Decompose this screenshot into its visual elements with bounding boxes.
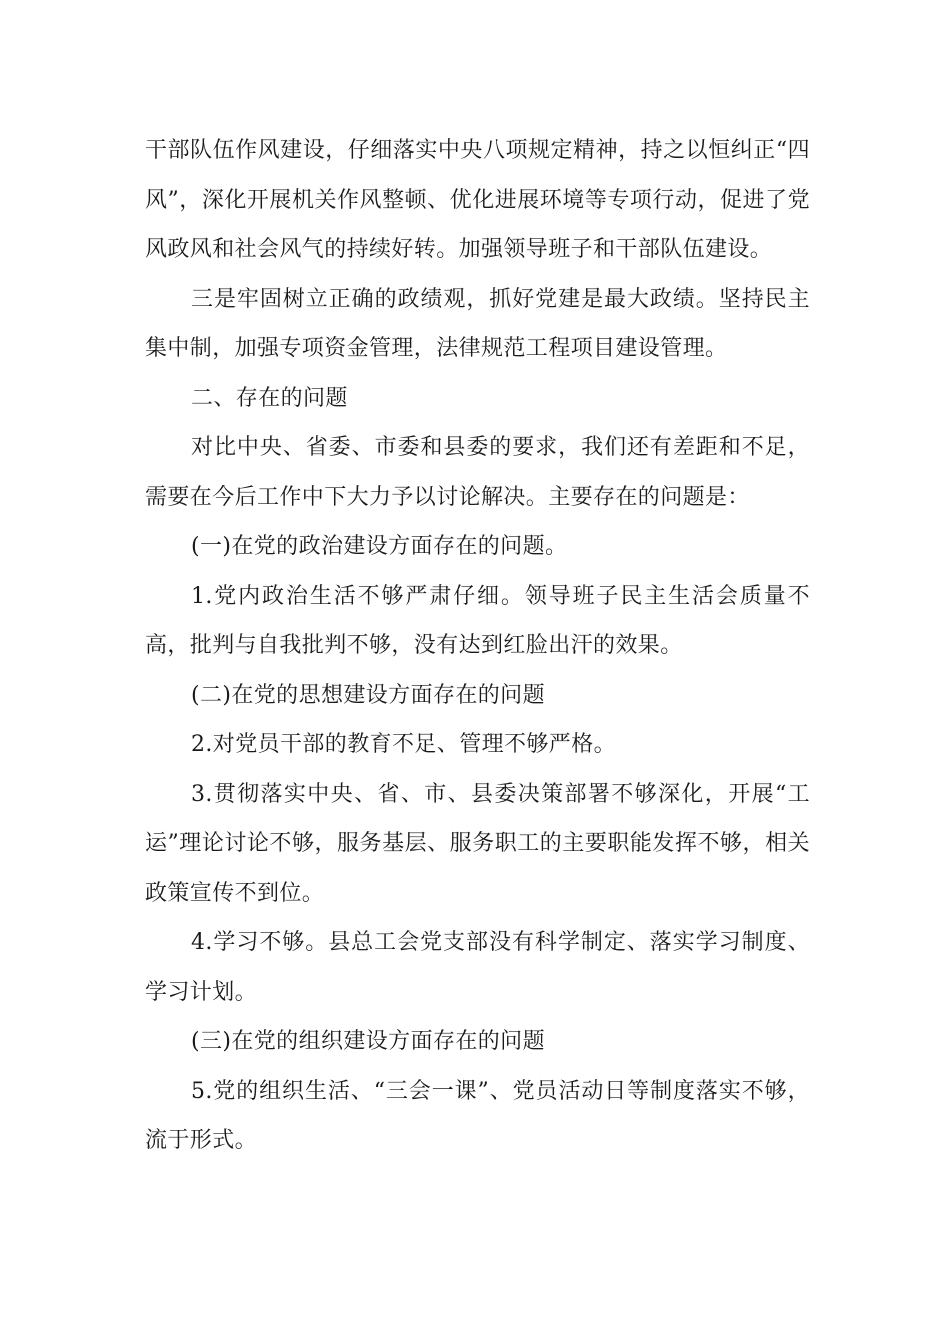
- subheading-ideological: (二)在党的思想建设方面存在的问题: [191, 682, 545, 708]
- item-4: 4.学习不够。县总工会党支部没有科学制定、落实学习制度、学习计划。: [145, 930, 810, 1005]
- item-3: 3.贯彻落实中央、省、市、县委决策部署不够深化，开展“工运”理论讨论不够，服务基层、服务职工的主要职能发挥不够，相关政策宣传不到位。: [145, 781, 810, 906]
- item-5: 5.党的组织生活、“三会一课”、党员活动日等制度落实不够，流于形式。: [145, 1078, 810, 1153]
- paragraph-4: 对比中央、省委、市委和县委的要求，我们还有差距和不足，需要在今后工作中下大力予以讨论解决。主要存在的问题是：: [145, 435, 810, 510]
- subheading-organizational: (三)在党的组织建设方面存在的问题: [191, 1029, 545, 1054]
- subheading-political: (一)在党的政治建设方面存在的问题。: [191, 534, 568, 559]
- paragraph-2: 三是牢固树立正确的政绩观，抓好党建是最大政绩。坚持民主集中制，加强专项资金管理，法律规范工程项目建设管理。: [145, 286, 810, 361]
- item-1: 1.党内政治生活不够严肃仔细。领导班子民主生活会质量不高，批判与自我批判不够，没有达到红脸出汗的效果。: [145, 583, 810, 658]
- item-2: 2.对党员干部的教育不足、管理不够严格。: [191, 732, 616, 757]
- paragraph-1: 干部队伍作风建设，仔细落实中央八项规定精神，持之以恒纠正“四风”，深化开展机关作风整顿、优化进展环境等专项行动，促进了党风政风和社会风气的持续好转。加强领导班子和干部队伍建设。: [145, 138, 810, 262]
- document-body: [145, 126, 810, 1166]
- section-heading-problems: 二、存在的问题: [191, 385, 348, 411]
